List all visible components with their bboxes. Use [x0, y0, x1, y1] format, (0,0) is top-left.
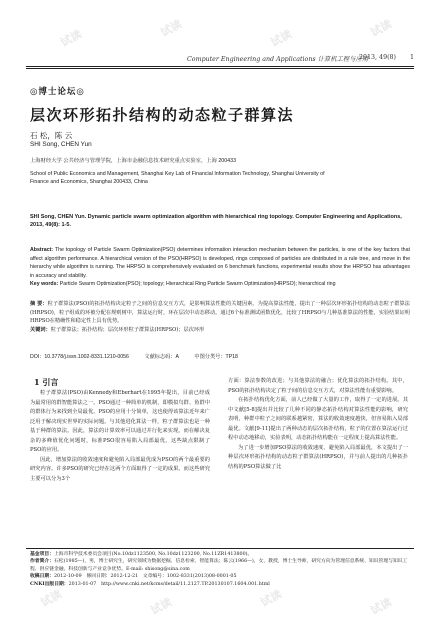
- paragraph: 因此，增加算法的收敛速度和避免陷入局部最优成为PSO的两个最重要的研究内容。许多PSO的研究已经在这两个方面取得了一定的成果。而这些研究主要可以分为3个: [30, 456, 210, 482]
- watermark: 试读: [368, 17, 394, 40]
- authors-en: SHI Song, CHEN Yun: [30, 141, 92, 148]
- watermark: 试读: [368, 595, 394, 618]
- paragraph: 粒子群算法(PSO)由Kennedy和Eberhart在1995年提出，目前已经成为最常用的群智能算法之一。PSO通过一种简单的机制，即模拟鸟群、鱼群中的群体行为来找到全局最优。PSO的应用十分简单，这也使得该算法近年来广泛用于解决现实世界的实际问题。与其他进化算法一样，粒子群算法也是一种基于种群的算法。因此，算法的计算效率可以通过并行化来实现。而在解决复杂的多峰值优化问题时，标准PSO很容易陷入局部最优。这些缺点限制了PSO的应用。: [30, 390, 210, 454]
- abstract-cn: [30, 300, 410, 334]
- watermark: 试读: [58, 27, 84, 50]
- keywords-cn-label: 关键词：: [30, 326, 51, 333]
- doi: DOI：10.3778/j.issn.1002-8331.1210-0056: [30, 354, 129, 360]
- footnote: 作者简介：石松(1985—)，男，博士研究生，研究领域为数据挖掘、信息检索、智能算法；陈云(1966—)，女，教授，博士生导师，研究方向为管理信息系统、知识管理与知识工程、供应链金融、科技创新与产业竞争优势。E-mail: shisong@sina.com: [30, 558, 408, 572]
- watermark: 试读: [148, 595, 174, 618]
- keywords-label: Key words:: [30, 281, 59, 287]
- watermark: 试读: [268, 27, 294, 50]
- footnote: CNKI出版日期：2013-01-07 http://www.cnki.net/kcms/detail/11.2127.TP.20130107.1604.001.html: [30, 580, 270, 587]
- header-rule: [26, 68, 414, 69]
- abstract-text: The topology of Particle Swarm Optimization(PSO) determines information interaction mechanism between the particles, is one of the key factors that affect algorithm performance. A hierarchical version of the PSO(HRPSO) is developed, rings composed of particles are distributed in a rule tree, and move in the hierarchy while algorithm is running. The HRPSO is comprehensively evaluated on 6 benchmark functions, experimental results show the HRPSO has advantages in accuracy and stability.: [30, 247, 410, 279]
- keywords-cn-text: 粒子群算法；拓扑结构；层次环形粒子群算法(HRPSO)；层次环形: [50, 326, 205, 333]
- abstract-cn-label: 摘 要：: [30, 301, 48, 307]
- citation: SHI Song, CHEN Yun. Dynamic particle swarm optimization algorithm with hierarchical ring topology. Computer Engineering and Applications, 2013, 49(8): 1-5.: [30, 214, 402, 229]
- watermark: 试读: [38, 587, 64, 610]
- authors-cn: 石 松，陈 云: [30, 131, 73, 140]
- column-badge: ◎博士论坛◎: [30, 87, 85, 97]
- paragraph: 方面：算法参数的改进；与其他算法的融合；优化算法的拓扑结构。其中，PSO的拓扑结构决定了粒子间的信息交互方式，对算法性能有重要影响。: [228, 378, 408, 394]
- clc-number: 中图分类号：TP18: [194, 354, 238, 360]
- section-heading: 1 引言: [34, 377, 59, 387]
- footnote: 基金项目：上海市科学技术委员会项目(No.10dz1123500, No.10dz1123200, No.11ZR1413800)。: [30, 551, 253, 557]
- body-column-right: [228, 377, 408, 472]
- footnotes: [30, 551, 410, 588]
- journal-name: Computer Engineering and Applications 计算机工程与应用: [186, 56, 368, 63]
- footnote: 收稿日期：2012-10-09 修回日期：2012-12-21 文章编号：1002-8331(2013)08-0001-05: [30, 573, 237, 580]
- paragraph: 为了进一步增加PSO算法的收敛速度、避免陷入局部最优，本文提出了一种层次环形拓扑结构的动态粒子群算法(HRPSO)，并与前人提出的几种拓扑结构的PSO算法做了比: [228, 444, 408, 470]
- abstract-label: Abstract:: [30, 247, 54, 253]
- abstract-cn-text: 粒子群算法(PSO)的拓扑结构决定粒子之间的信息交互方式，是影响算法性能的关键因素。为提高算法性能，提出了一种层次环形拓扑结构的动态粒子群算法(HRPSO)，粒子组成的环被分配在规则树中，算法运行时，环在层次中动态移动。通过6个标准测试函数优化，比较了HRPSO与几种基准算法的性能，实验结果证明HRPSO在精确性和稳定性上具有优势。: [30, 301, 410, 325]
- abstract-en: [30, 246, 410, 289]
- affiliation-en-line: Finance and Economics, Shanghai 200433, China: [30, 178, 148, 185]
- header-rule: [26, 66, 414, 67]
- paper-title: 层次环形拓扑结构的动态粒子群算法: [30, 106, 295, 124]
- affiliation-cn: 上海财经大学 公共经济与管理学院，上海市金融信息技术研究重点实验室，上海 200433: [30, 158, 237, 164]
- page-number: 1: [409, 54, 414, 61]
- watermark: 试读: [258, 587, 284, 610]
- paragraph: 在拓扑结构优化方面，前人已经做了大量的工作，取得了一定的进展。其中文献[5-8]提出并比较了几种不同的静态拓扑结构对算法性能的影响，研究表明，种群中粒子之间的联系越紧密，算法的收敛速度越快，但容易陷入局部最优。文献[9-11]提出了两种动态的层次拓扑结构，粒子的位置在算法运行过程中动态地移动，实验表明，动态拓扑结构能在一定程度上提高算法性能。: [228, 397, 408, 442]
- affiliation-en-line: School of Public Economics and Management, Shanghai Key Lab of Financial Information Technology, Shanghai University of: [30, 171, 325, 177]
- affiliation-en: [30, 171, 410, 187]
- year-issue: 2013, 49(8): [359, 54, 396, 61]
- body-column-left: [30, 389, 210, 484]
- classification-line: [30, 353, 252, 360]
- document-code: 文献标志码：A: [144, 354, 179, 360]
- footnote-rule: [26, 548, 414, 549]
- running-header: [26, 54, 414, 66]
- watermark: 试读: [158, 17, 184, 40]
- keywords-text: Particle Swarm Optimization(PSO); topology; Hierarchical Ring Particle Swarm Optimization(HRPSO); hierarchical ring: [59, 281, 336, 287]
